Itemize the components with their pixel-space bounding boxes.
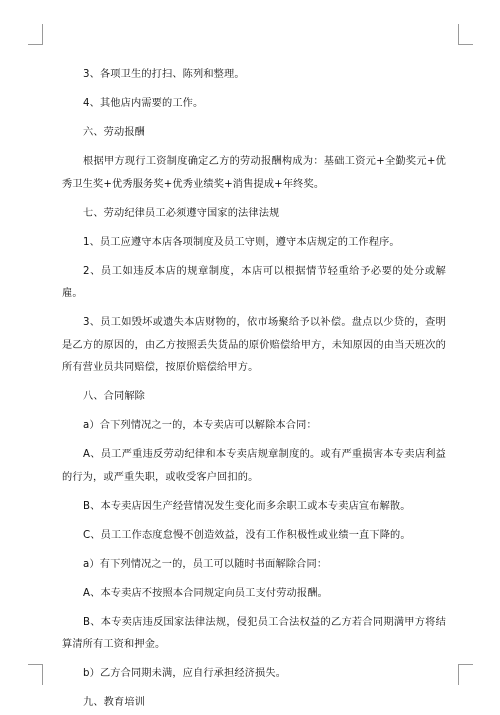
document-body (62, 64, 446, 715)
clause-item-b: B、本专卖店因生产经营情况发生变化而多余职工或本专卖店宣布解散。 (83, 500, 411, 512)
clause-item-a: A、员工严重违反劳动纪律和本专卖店规章制度的。或有严重损害本专卖店利益的行为，或严重失职，或收受客户回扣的。 (62, 449, 446, 483)
clause-employee-item-b: B、本专卖店违反国家法律法规，侵犯员工合法权益的乙方若合同期满甲方将结算清所有工资和押金。 (62, 616, 446, 651)
list-item-other-work: 4、其他店内需要的工作。 (83, 97, 204, 109)
crop-mark-bottom-right (458, 664, 473, 685)
clause-item-c: C、员工工作态度怠慢不创造效益，没有工作积极性或业绩一直下降的。 (83, 529, 411, 541)
list-item-cleaning: 3、各项卫生的打扫、陈列和整理。 (83, 69, 245, 80)
section-heading-training: 九、教育培训 (83, 697, 146, 709)
clause-employee-item-a: A、本专卖店不按照本合同规定向员工支付劳动报酬。 (83, 587, 328, 599)
list-item-discipline-2: 2、员工如违反本店的规章制度，本店可以根据情节轻重给予必要的处分或解雇。 (62, 265, 446, 300)
section-heading-compensation: 六、劳动报酬 (83, 126, 146, 138)
crop-mark-top-left (28, 24, 43, 45)
paragraph-compensation: 根据甲方现行工资制度确定乙方的劳动报酬构成为：基础工资元+全勤奖元+优秀卫生奖+优秀服务奖+优秀业绩奖+消售提成+年终奖。 (62, 155, 446, 190)
section-heading-termination: 八、合同解除 (83, 391, 146, 403)
clause-employer-termination: a）合下列情况之一的，本专卖店可以解除本合同： (83, 420, 317, 432)
crop-mark-bottom-left (28, 664, 43, 685)
list-item-discipline-3: 3、员工如毁坏或遗失本店财物的，依市场聚给予以补偿。盘点以少贷的，查明是乙方的原因的，由乙方按照丢失货品的原价赔偿给甲方，未知原因的由当天班次的所有营业员共同赔偿，按原价赔偿给甲方。 (62, 317, 446, 374)
list-item-discipline-1: 1、员工应遵守本店各项制度及员工守则，遵守本店规定的工作程序。 (83, 236, 400, 248)
section-heading-discipline: 七、劳动纪律员工必须遵守国家的法律法规 (83, 207, 280, 219)
clause-early-exit: b）乙方合同期未满，应自行承担经济损失。 (83, 668, 287, 680)
clause-employee-termination: a）有下列情况之一的，员工可以随时书面解除合同： (83, 558, 328, 570)
crop-mark-top-right (458, 24, 473, 45)
